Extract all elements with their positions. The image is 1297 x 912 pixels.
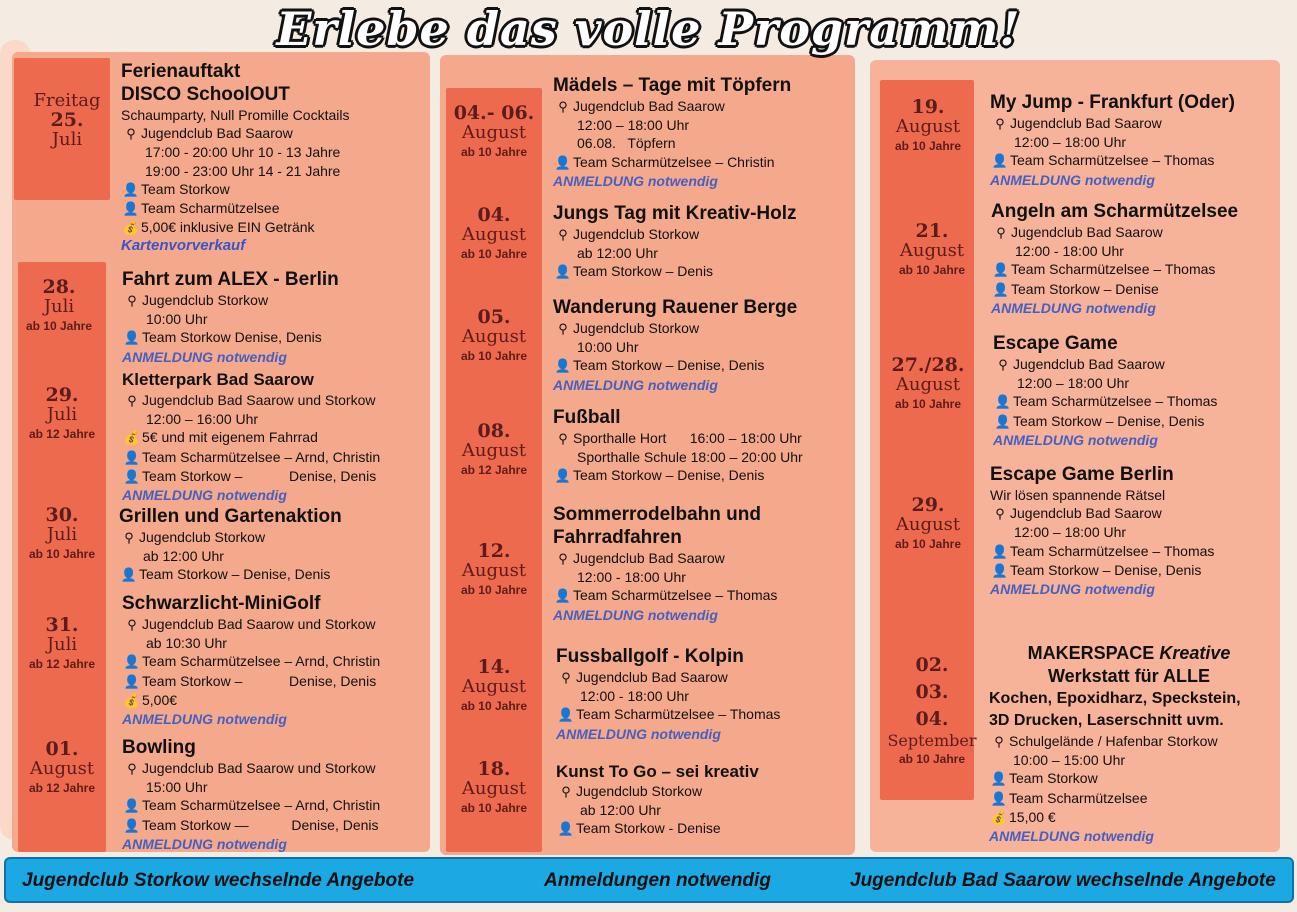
registration-note: ANMELDUNG notwendig xyxy=(122,835,287,852)
person-icon: 👤 xyxy=(994,394,1012,410)
event-kunst-to-go: Kunst To Go – sei kreativ ⚲ Jugendclub Storkow ab 12:00 Uhr 👤 Team Storkow - Denise xyxy=(556,762,759,839)
person-icon: 👤 xyxy=(123,330,141,346)
date-08-august: 08. August ab 12 Jahre xyxy=(460,420,528,477)
event-wanderung: Wanderung Rauener Berge ⚲ Jugendclub Storkow 10:00 Uhr 👤 Team Storkow – Denise, Denis ANMELDUNG notwendig xyxy=(553,297,798,393)
ticket-presale: Kartenvorverkauf xyxy=(121,237,246,255)
location-pin-icon: ⚲ xyxy=(995,506,1005,522)
event-fussball: Fußball ⚲ Sporthalle Hort 16:00 – 18:00 Uhr Sporthalle Schule 18:00 – 20:00 Uhr 👤 Team Storkow – Denise, Denis xyxy=(553,406,803,486)
registration-note: ANMELDUNG notwendig xyxy=(122,487,287,504)
person-icon: 👤 xyxy=(990,790,1008,806)
date-01-august: 01. August ab 12 Jahre xyxy=(28,738,96,795)
location-pin-icon: ⚲ xyxy=(127,293,137,308)
money-bag-icon: 💰 xyxy=(990,809,1008,825)
person-icon: 👤 xyxy=(992,262,1010,278)
person-icon: 👤 xyxy=(123,468,141,484)
person-icon: 👤 xyxy=(123,798,141,814)
person-icon: 👤 xyxy=(554,468,572,484)
location-pin-icon: ⚲ xyxy=(561,670,571,685)
date-28-juli: 28. Juli ab 10 Jahre xyxy=(25,276,93,333)
location-pin-icon: ⚲ xyxy=(558,227,568,242)
location-pin-icon: ⚲ xyxy=(558,551,568,566)
registration-note: ANMELDUNG notwendig xyxy=(990,171,1155,188)
person-icon: 👤 xyxy=(122,201,140,217)
money-bag-icon: 💰 xyxy=(122,220,140,236)
person-icon: 👤 xyxy=(123,817,141,833)
date-21-august: 21. August ab 10 Jahre xyxy=(898,220,966,277)
date-29-juli: 29. Juli ab 12 Jahre xyxy=(28,384,96,441)
date-19-august: 19. August ab 10 Jahre xyxy=(894,96,962,153)
person-icon: 👤 xyxy=(557,707,575,723)
registration-note: ANMELDUNG notwendig xyxy=(553,376,718,393)
location-pin-icon: ⚲ xyxy=(558,431,568,446)
person-icon: 👤 xyxy=(991,153,1009,169)
location-pin-icon: ⚲ xyxy=(995,116,1005,131)
registration-note: ANMELDUNG notwendig xyxy=(990,581,1155,598)
location-pin-icon: ⚲ xyxy=(126,126,136,142)
date-31-juli: 31. Juli ab 12 Jahre xyxy=(28,614,96,671)
date-14-august: 14. August ab 10 Jahre xyxy=(460,656,528,713)
person-icon: 👤 xyxy=(990,771,1008,787)
date-12-august: 12. August ab 10 Jahre xyxy=(460,540,528,597)
date-18-august: 18. August ab 10 Jahre xyxy=(460,758,528,815)
person-icon: 👤 xyxy=(994,413,1012,429)
person-icon: 👤 xyxy=(991,562,1009,578)
event-kletterpark: Kletterpark Bad Saarow ⚲ Jugendclub Bad Saarow und Storkow 12:00 – 16:00 Uhr 💰 5€ und mit eigenem Fahrrad 👤 Team Scharmützelsee – Arnd, Christin 👤 Team Storkow – Denise, Denis ANMELDUNG notwendig xyxy=(122,370,381,504)
date-04-06-august: 04.- 06. August ab 10 Jahre xyxy=(453,102,535,159)
registration-note: ANMELDUNG notwendig xyxy=(989,828,1154,845)
event-maedels-toepfern: Mädels – Tage mit Töpfern ⚲ Jugendclub Bad Saarow 12:00 – 18:00 Uhr 06.08. Töpfern 👤 Team Scharmützelsee – Christin ANMELDUNG notwendig xyxy=(553,75,792,189)
person-icon: 👤 xyxy=(554,588,572,604)
event-sommerrodelbahn: Sommerrodelbahn und Fahrradfahren ⚲ Jugendclub Bad Saarow 12:00 - 18:00 Uhr 👤 Team Scharmützelsee – Thomas ANMELDUNG notwendig xyxy=(553,504,778,623)
location-pin-icon: ⚲ xyxy=(996,225,1006,240)
page-title: Erlebe das volle Programm! xyxy=(276,2,1021,56)
date-30-juli: 30. Juli ab 10 Jahre xyxy=(28,504,96,561)
registration-note: ANMELDUNG notwendig xyxy=(122,711,287,728)
registration-note: ANMELDUNG notwendig xyxy=(993,431,1158,448)
person-icon: 👤 xyxy=(554,264,572,280)
event-grillen: Grillen und Gartenaktion ⚲ Jugendclub Storkow ab 12:00 Uhr 👤 Team Storkow – Denise, Denis xyxy=(119,505,342,585)
location-pin-icon: ⚲ xyxy=(561,784,571,799)
event-schwarzlicht-minigolf: Schwarzlicht-MiniGolf ⚲ Jugendclub Bad Saarow und Storkow ab 10:30 Uhr 👤 Team Scharmützelsee – Arnd, Christin 👤 Team Storkow – Denise, Denis 💰 5,00€ ANMELDUNG notwendig xyxy=(122,593,381,728)
person-icon: 👤 xyxy=(992,281,1010,297)
registration-note: ANMELDUNG notwendig xyxy=(122,348,287,365)
event-jungs-tag: Jungs Tag mit Kreativ-Holz ⚲ Jugendclub Storkow ab 12:00 Uhr 👤 Team Storkow – Denis xyxy=(553,202,797,282)
location-pin-icon: ⚲ xyxy=(994,734,1004,749)
date-04-august: 04. August ab 10 Jahre xyxy=(460,204,528,261)
person-icon: 👤 xyxy=(554,154,572,170)
person-icon: 👤 xyxy=(122,181,140,197)
person-icon: 👤 xyxy=(123,449,141,465)
event-bowling: Bowling ⚲ Jugendclub Bad Saarow und Storkow 15:00 Uhr 👤 Team Scharmützelsee – Arnd, Christin 👤 Team Storkow — Denise, Denis ANMELDUNG notwendig xyxy=(122,737,381,852)
registration-note: ANMELDUNG notwendig xyxy=(553,172,718,189)
location-pin-icon: ⚲ xyxy=(124,530,134,545)
event-fussballgolf: Fussballgolf - Kolpin ⚲ Jugendclub Bad Saarow 12:00 - 18:00 Uhr 👤 Team Scharmützelsee – Thomas ANMELDUNG notwendig xyxy=(556,646,781,742)
event-fahrt-alex: Fahrt zum ALEX - Berlin ⚲ Jugendclub Storkow 10:00 Uhr 👤 Team Storkow Denise, Denis ANMELDUNG notwendig xyxy=(122,269,339,365)
location-pin-icon: ⚲ xyxy=(127,393,137,408)
event-escape-game-berlin: Escape Game Berlin Wir lösen spannende Rätsel ⚲ Jugendclub Bad Saarow 12:00 – 18:00 Uhr 👤 Team Scharmützelsee – Thomas 👤 Team Storkow – Denise, Denis ANMELDUNG notwendig xyxy=(990,464,1215,598)
date-05-august: 05. August ab 10 Jahre xyxy=(460,306,528,363)
person-icon: 👤 xyxy=(123,673,141,689)
location-pin-icon: ⚲ xyxy=(558,321,568,336)
person-icon: 👤 xyxy=(120,567,138,583)
person-icon: 👤 xyxy=(991,543,1009,559)
registration-note: ANMELDUNG notwendig xyxy=(556,725,721,742)
location-pin-icon: ⚲ xyxy=(558,99,568,114)
person-icon: 👤 xyxy=(123,654,141,670)
footer-registration: Anmeldungen notwendig xyxy=(544,870,771,891)
money-bag-icon: 💰 xyxy=(123,430,141,446)
person-icon: 👤 xyxy=(557,821,575,837)
money-bag-icon: 💰 xyxy=(123,692,141,708)
date-25-juli: Freitag 25. Juli xyxy=(33,90,101,150)
event-my-jump: My Jump - Frankfurt (Oder) ⚲ Jugendclub Bad Saarow 12:00 – 18:00 Uhr 👤 Team Scharmützelsee – Thomas ANMELDUNG notwendig xyxy=(990,92,1235,188)
registration-note: ANMELDUNG notwendig xyxy=(991,299,1156,316)
location-pin-icon: ⚲ xyxy=(127,761,137,776)
location-pin-icon: ⚲ xyxy=(998,357,1008,372)
person-icon: 👤 xyxy=(554,358,572,374)
footer-storkow: Jugendclub Storkow wechselnde Angebote xyxy=(22,870,415,891)
event-angeln: Angeln am Scharmützelsee ⚲ Jugendclub Bad Saarow 12:00 - 18:00 Uhr 👤 Team Scharmützelsee – Thomas 👤 Team Storkow – Denise ANMELDUNG notwendig xyxy=(991,201,1239,316)
registration-note: ANMELDUNG notwendig xyxy=(553,606,718,623)
event-makerspace: MAKERSPACE Kreative Werkstatt für ALLE Kochen, Epoxidharz, Speckstein, 3D Drucken, Laserschnitt uvm. ⚲ Schulgelände / Hafenbar Storkow 10:00 – 15:00 Uhr 👤 Team Storkow 👤 Team Scharmützelsee 💰 15,00 € ANMELDUNG notwendig xyxy=(989,642,1269,845)
location-pin-icon: ⚲ xyxy=(127,617,137,632)
footer-bad-saarow: Jugendclub Bad Saarow wechselnde Angebote xyxy=(850,870,1276,891)
date-29-august: 29. August ab 10 Jahre xyxy=(894,494,962,551)
date-02-04-september: 02. 03. 04. September ab 10 Jahre xyxy=(887,654,977,766)
footer-bar xyxy=(4,857,1294,903)
event-escape-game: Escape Game ⚲ Jugendclub Bad Saarow 12:00 – 18:00 Uhr 👤 Team Scharmützelsee – Thomas 👤 Team Storkow – Denise, Denis ANMELDUNG notwendig xyxy=(993,333,1218,448)
date-27-28-august: 27./28. August ab 10 Jahre xyxy=(891,354,965,411)
event-disco-schoolout: Ferienauftakt DISCO SchoolOUT Schaumparty, Null Promille Cocktails ⚲ Jugendclub Bad Saarow 17:00 - 20:00 Uhr 10 - 13 Jahre 19:00 - 23:00 Uhr 14 - 21 Jahre 👤 Team Storkow 👤 Team Scharmützelsee 💰 5,00€ inklusive EIN Getränk Kartenvorverkauf xyxy=(121,61,350,255)
